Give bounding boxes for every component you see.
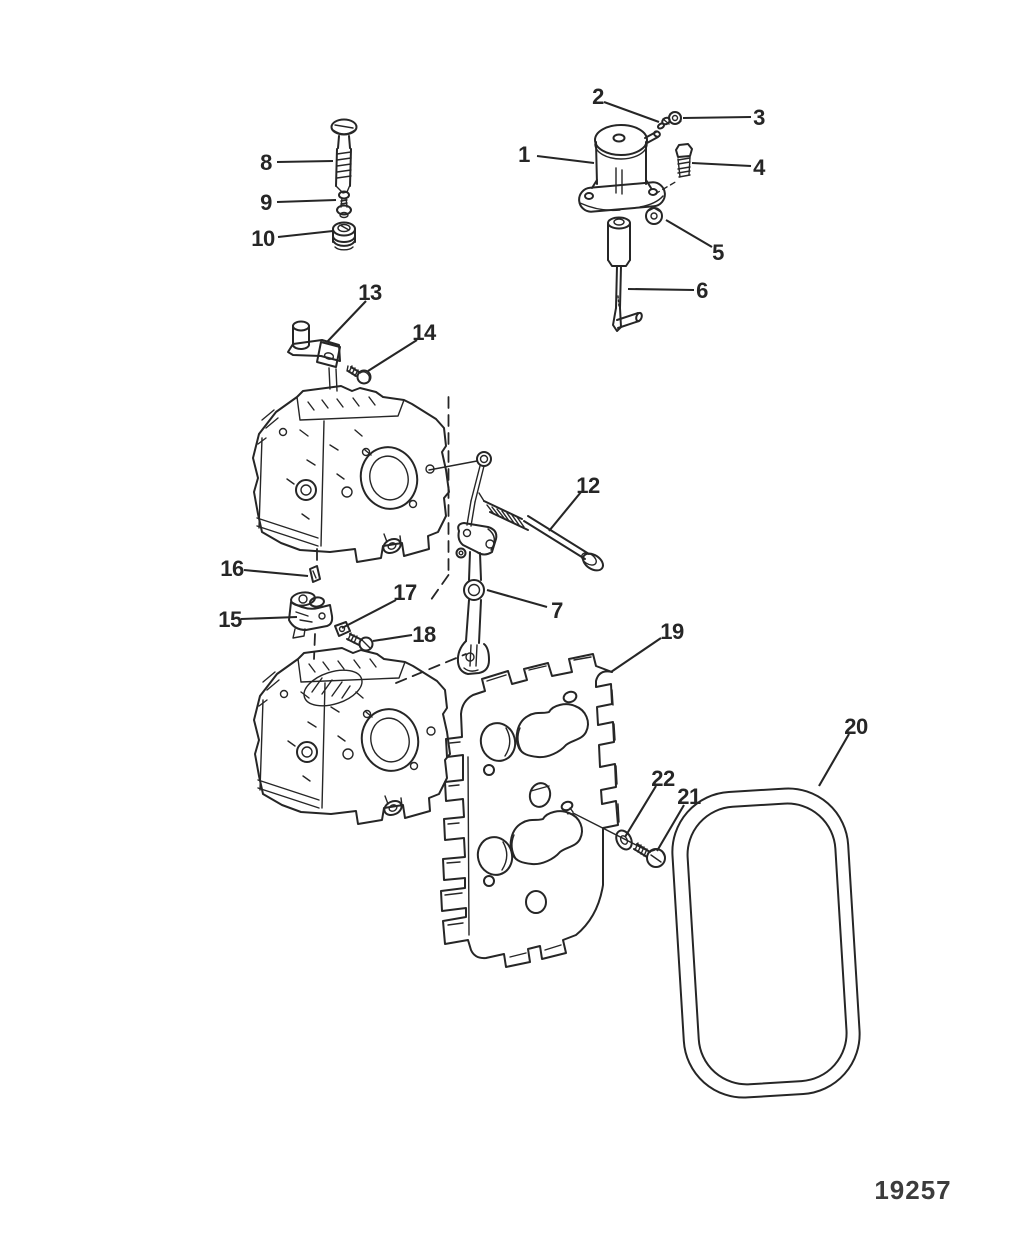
screw-8-drawing bbox=[332, 120, 357, 194]
leader-line-6 bbox=[628, 289, 694, 290]
leader-line-5 bbox=[666, 220, 712, 247]
callout-3: 3 bbox=[753, 105, 765, 130]
leader-line-14 bbox=[368, 340, 417, 371]
plunger-6-drawing bbox=[608, 218, 643, 332]
carburetor-bottom-extra-drawing bbox=[300, 664, 367, 713]
leader-line-2 bbox=[604, 102, 659, 122]
callout-2: 2 bbox=[592, 84, 604, 109]
carburetor-top-drawing bbox=[253, 386, 449, 562]
leader-line-7 bbox=[487, 590, 547, 607]
lever-13-drawing bbox=[288, 322, 340, 392]
leader-line-10 bbox=[278, 231, 333, 237]
leader-line-18 bbox=[373, 635, 412, 641]
screw-14-drawing bbox=[347, 366, 371, 384]
link-rod-12-drawing bbox=[479, 493, 606, 574]
nut-3-drawing bbox=[669, 112, 681, 124]
nut-5-drawing bbox=[646, 208, 662, 224]
callout-10: 10 bbox=[251, 226, 275, 251]
callout-8: 8 bbox=[260, 150, 272, 175]
callout-21: 21 bbox=[677, 784, 701, 809]
solenoid-drawing bbox=[578, 125, 666, 213]
leader-line-1 bbox=[537, 156, 594, 163]
leader-line-13 bbox=[327, 301, 366, 342]
callout-15: 15 bbox=[218, 607, 242, 632]
choke-link-drawing bbox=[429, 452, 496, 558]
callout-12: 12 bbox=[576, 473, 600, 498]
callout-5: 5 bbox=[712, 240, 724, 265]
leader-line-3 bbox=[683, 117, 751, 118]
clip-16-drawing bbox=[310, 566, 320, 582]
washer-22-drawing bbox=[613, 828, 635, 852]
leader-line-19 bbox=[611, 638, 661, 672]
leader-line-9 bbox=[277, 200, 336, 202]
callout-22: 22 bbox=[651, 766, 675, 791]
gasket-20-drawing bbox=[669, 785, 863, 1101]
fitting-4-drawing bbox=[655, 144, 692, 194]
callout-7: 7 bbox=[551, 598, 563, 623]
leader-line-21 bbox=[657, 805, 684, 851]
callout-leader-lines bbox=[241, 102, 849, 851]
leader-line-8 bbox=[277, 161, 333, 162]
callout-9: 9 bbox=[260, 190, 272, 215]
callout-19: 19 bbox=[660, 619, 684, 644]
callout-16: 16 bbox=[220, 556, 244, 581]
bracket-15-drawing bbox=[289, 591, 332, 638]
screw-9-drawing bbox=[337, 192, 351, 218]
callout-17: 17 bbox=[393, 580, 417, 605]
leader-line-20 bbox=[819, 734, 849, 786]
callout-18: 18 bbox=[412, 622, 436, 647]
callout-labels bbox=[218, 84, 868, 809]
leader-line-17 bbox=[342, 600, 396, 628]
carburetor-bottom-drawing bbox=[254, 648, 450, 824]
grommet-10-drawing bbox=[333, 223, 355, 250]
callout-13: 13 bbox=[358, 280, 382, 305]
leader-line-16 bbox=[244, 570, 308, 576]
callout-14: 14 bbox=[412, 320, 436, 345]
drawing-number: 19257 bbox=[874, 1175, 952, 1205]
callout-6: 6 bbox=[696, 278, 708, 303]
callout-4: 4 bbox=[753, 155, 765, 180]
screw-18-drawing bbox=[347, 633, 373, 651]
leader-line-22 bbox=[625, 786, 656, 837]
leader-line-4 bbox=[692, 163, 751, 166]
mounting-plate-19-drawing bbox=[441, 654, 648, 967]
callout-20: 20 bbox=[844, 714, 868, 739]
callout-1: 1 bbox=[518, 142, 530, 167]
